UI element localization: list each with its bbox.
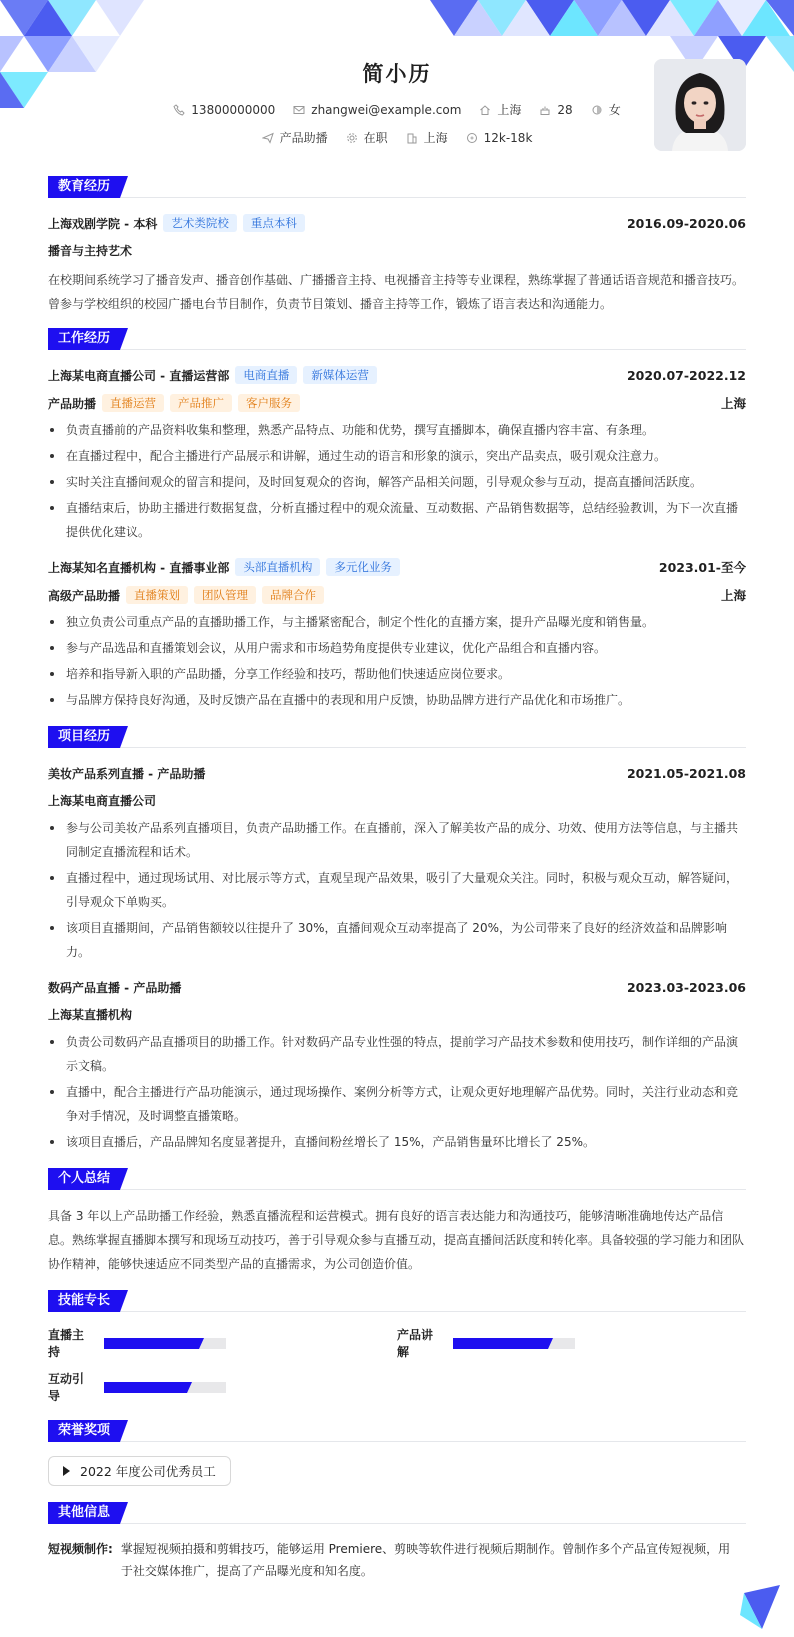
job-location: 上海 <box>720 588 746 603</box>
project-entry <box>48 762 746 964</box>
award-item <box>48 1456 231 1486</box>
city-text: 上海 <box>497 103 522 117</box>
list-item: 该项目直播期间，产品销售额较以往提升了 30%，直播间观众互动率提高了 20%，为公司带来了良好的经济效益和品牌影响力。 <box>48 916 746 964</box>
summary-text: 具备 3 年以上产品助播工作经验，熟悉直播流程和运营模式。拥有良好的语言表达能力和沟通技巧，能够清晰准确地传达产品信息。熟练掌握直播脚本撰写和现场互动技巧，善于引导观众参与直播互动，提高直播间活跃度和转化率。具备较强的学习能力和团队协作精神，能够快速适应不同类型产品的直播需求，为公司创造价值。 <box>48 1209 745 1271</box>
coin-icon <box>466 132 478 144</box>
other-value: 掌握短视频拍摄和剪辑技巧，能够运用 Premiere、剪映等软件进行视频后期制作。曾制作多个产品宣传短视频，用于社交媒体推广，提高了产品曝光度和知名度。 <box>120 1542 731 1578</box>
gender-text: 女 <box>608 103 621 117</box>
section-title-skills: 技能专长 <box>48 1290 120 1312</box>
section-title-summary: 个人总结 <box>48 1168 120 1190</box>
job-intent <box>48 129 746 146</box>
list-item: 与品牌方保持良好沟通，及时反馈产品在直播中的表现和用户反馈，协助品牌方进行产品优化和市场推广。 <box>48 688 746 712</box>
job-tag: 电商直播 <box>235 366 297 384</box>
skill-tag: 直播策划 <box>126 586 188 604</box>
section-title-honors: 荣誉奖项 <box>48 1420 120 1442</box>
job-title-item <box>262 129 328 146</box>
skill-item <box>48 1370 397 1404</box>
corner-decoration <box>740 1585 780 1629</box>
project-date: 2021.05-2021.08 <box>626 765 746 781</box>
edu-description: 在校期间系统学习了播音发声、播音创作基础、广播播音主持、电视播音主持等专业课程，熟练掌握了普通话语音规范和播音技巧。曾参与学校组织的校园广播电台节目制作，负责节目策划、播音主持等工作，锻炼了语言表达和沟通能力。 <box>48 273 745 311</box>
salary-text: 12k-18k <box>483 130 533 145</box>
project-entry <box>48 976 746 1154</box>
skill-name: 直播主持 <box>48 1328 85 1359</box>
project-org: 上海某电商直播公司 <box>48 794 157 808</box>
other-item <box>48 1538 746 1582</box>
section-title-other: 其他信息 <box>48 1502 120 1524</box>
job-bullets <box>48 610 746 712</box>
phone-item <box>173 103 275 117</box>
list-item: 负责直播前的产品资料收集和整理，熟悉产品特点、功能和优势，撰写直播脚本，确保直播内容丰富、有条理。 <box>48 418 746 442</box>
skill-tag: 直播运营 <box>102 394 164 412</box>
send-icon <box>262 132 274 144</box>
other-key: 短视频制作: <box>48 1542 113 1556</box>
job-company: 上海某知名直播机构 - 直播事业部 <box>48 560 230 575</box>
cake-icon <box>539 104 551 116</box>
play-icon <box>63 1466 70 1476</box>
job-location: 上海 <box>720 396 746 411</box>
projects-section <box>48 726 746 1154</box>
job-bullets <box>48 418 746 544</box>
salary-item <box>466 131 533 145</box>
skill-name: 互动引导 <box>48 1372 85 1403</box>
project-date: 2023.03-2023.06 <box>626 979 746 995</box>
list-item: 直播结束后，协助主播进行数据复盘，分析直播过程中的观众流量、互动数据、产品销售数据等，总结经验教训，为下一次直播提供优化建议。 <box>48 496 746 544</box>
job-date: 2023.01-至今 <box>658 560 746 575</box>
other-section <box>48 1502 746 1582</box>
project-name: 数码产品直播 - 产品助播 <box>48 980 182 995</box>
email-text: zhangwei@example.com <box>311 102 462 117</box>
list-item: 负责公司数码产品直播项目的助播工作。针对数码产品专业性强的特点，提前学习产品技术参数和使用技巧，制作详细的产品演示文稿。 <box>48 1030 746 1078</box>
skill-tag: 客户服务 <box>238 394 300 412</box>
section-title-work: 工作经历 <box>48 328 120 350</box>
email-item <box>293 103 461 117</box>
skill-bar-fill <box>104 1338 199 1349</box>
skill-tag: 产品推广 <box>170 394 232 412</box>
edu-date: 2016.09-2020.06 <box>626 215 746 231</box>
edu-tag: 重点本科 <box>243 214 305 232</box>
job-date: 2020.07-2022.12 <box>626 367 746 383</box>
job-entry <box>48 364 746 544</box>
skill-bar <box>104 1382 226 1393</box>
list-item: 实时关注直播间观众的留言和提问，及时回复观众的咨询，解答产品相关问题，引导观众参与互动，提高直播间活跃度。 <box>48 470 746 494</box>
school-name: 上海戏剧学院 - 本科 <box>48 216 158 231</box>
project-name: 美妆产品系列直播 - 产品助播 <box>48 766 206 781</box>
skill-tag: 团队管理 <box>194 586 256 604</box>
skill-item <box>48 1326 397 1360</box>
edu-major: 播音与主持艺术 <box>48 244 133 258</box>
status-item <box>346 129 388 146</box>
home-icon <box>479 104 491 116</box>
skills-grid <box>48 1326 746 1404</box>
job-tag: 多元化业务 <box>326 558 400 576</box>
target-city-item <box>406 129 448 146</box>
honors-section <box>48 1420 746 1486</box>
work-section <box>48 328 746 712</box>
list-item: 参与公司美妆产品系列直播项目，负责产品助播工作。在直播前，深入了解美妆产品的成分、功效、使用方法等信息，与主播共同制定直播流程和话术。 <box>48 816 746 864</box>
resume-header <box>48 0 746 176</box>
education-section <box>48 176 746 316</box>
phone-text: 13800000000 <box>191 102 276 117</box>
project-org: 上海某直播机构 <box>48 1008 133 1022</box>
age-item <box>539 103 572 117</box>
age-text: 28 <box>557 102 573 117</box>
avatar <box>654 59 746 151</box>
job-tag: 头部直播机构 <box>235 558 320 576</box>
job-company: 上海某电商直播公司 - 直播运营部 <box>48 368 230 383</box>
job-position: 产品助播 <box>48 396 97 411</box>
section-title-projects: 项目经历 <box>48 726 120 748</box>
list-item: 独立负责公司重点产品的直播助播工作，与主播紧密配合，制定个性化的直播方案，提升产品曝光度和销售量。 <box>48 610 746 634</box>
list-item: 在直播过程中，配合主播进行产品展示和讲解，通过生动的语言和形象的演示，突出产品卖点，吸引观众注意力。 <box>48 444 746 468</box>
job-entry <box>48 556 746 712</box>
gender-icon <box>591 104 603 116</box>
project-bullets <box>48 1030 746 1154</box>
list-item: 培养和指导新入职的产品助播，分享工作经验和技巧，帮助他们快速适应岗位要求。 <box>48 662 746 686</box>
list-item: 直播中，配合主播进行产品功能演示，通过现场操作、案例分析等方式，让观众更好地理解产品优势。同时，关注行业动态和竞争对手情况，及时调整直播策略。 <box>48 1080 746 1128</box>
award-text: 2022 年度公司优秀员工 <box>80 1464 216 1479</box>
skills-section <box>48 1290 746 1404</box>
target-city-text: 上海 <box>423 131 448 145</box>
job-position: 高级产品助播 <box>48 588 121 603</box>
gender-item <box>591 101 621 118</box>
list-item: 参与产品选品和直播策划会议，从用户需求和市场趋势角度提供专业建议，优化产品组合和直播内容。 <box>48 636 746 660</box>
contact-info <box>48 101 746 118</box>
skill-bar <box>453 1338 575 1349</box>
skill-name: 产品讲解 <box>397 1328 434 1359</box>
section-title-education: 教育经历 <box>48 176 120 198</box>
job-tag: 新媒体运营 <box>303 366 377 384</box>
project-bullets <box>48 816 746 964</box>
building-icon <box>406 132 418 144</box>
list-item: 该项目直播后，产品品牌知名度显著提升，直播间粉丝增长了 15%，产品销售量环比增长了 25%。 <box>48 1130 746 1154</box>
gear-icon <box>346 132 358 144</box>
city-item <box>479 101 521 118</box>
skill-bar-fill <box>453 1338 548 1349</box>
skill-bar-fill <box>104 1382 187 1393</box>
edu-tag: 艺术类院校 <box>163 214 237 232</box>
job-title-text: 产品助播 <box>279 131 328 145</box>
phone-icon <box>173 104 185 116</box>
status-text: 在职 <box>363 131 388 145</box>
avatar-portrait <box>654 59 746 151</box>
mail-icon <box>293 104 305 116</box>
skill-tag: 品牌合作 <box>262 586 324 604</box>
summary-section <box>48 1168 746 1276</box>
skill-bar <box>104 1338 226 1349</box>
list-item: 直播过程中，通过现场试用、对比展示等方式，直观呈现产品效果，吸引了大量观众关注。同时，积极与观众互动，解答疑问，引导观众下单购买。 <box>48 866 746 914</box>
skill-item <box>397 1326 746 1360</box>
candidate-name: 简小历 <box>362 62 432 86</box>
